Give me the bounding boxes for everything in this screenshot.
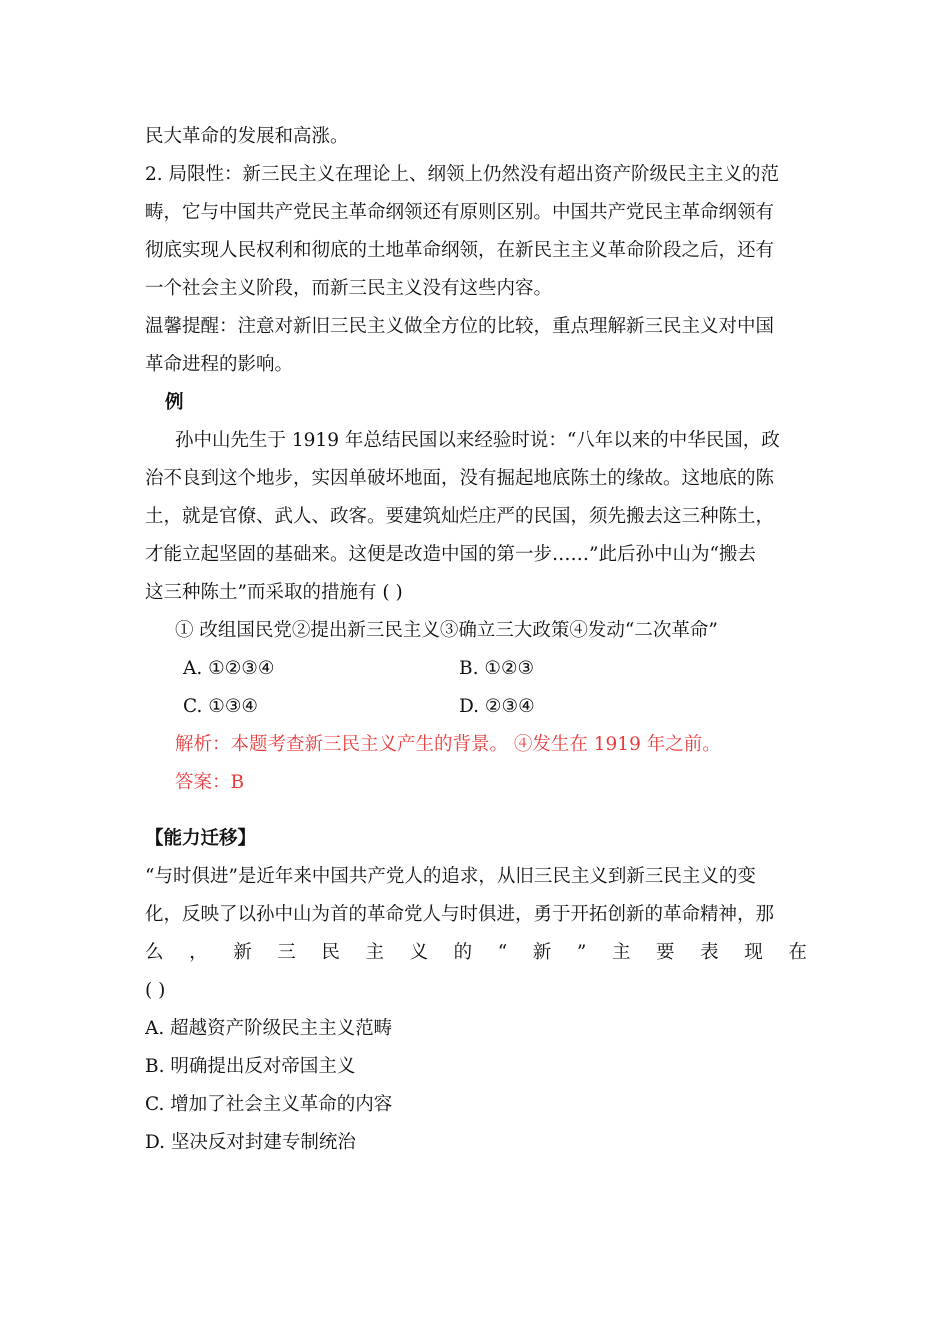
- limitation-line: 2. 局限性：新三民主义在理论上、纲领上仍然没有超出资产阶级民主主义的范: [145, 164, 780, 185]
- example-question-line: 这三种陈土”而采取的措施有 ( ): [145, 582, 403, 603]
- option-d: D. ②③④: [459, 696, 535, 717]
- example-question-line: 才能立起坚固的基础来。这便是改造中国的第一步……”此后孙中山为“搬去: [145, 544, 756, 565]
- limitation-line: 畴，它与中国共产党民主革命纲领还有原则区别。中国共产党民主革命纲领有: [145, 202, 775, 223]
- transfer-heading: 【能力迁移】: [145, 828, 257, 849]
- spread-char: 在: [788, 942, 807, 963]
- example-items: ① 改组国民党②提出新三民主义③确立三大政策④发动“二次革命”: [175, 620, 718, 641]
- transfer-option-b: B. 明确提出反对帝国主义: [145, 1056, 356, 1077]
- example-options-row: [145, 650, 807, 688]
- transfer-question-line: “与时俱进”是近年来中国共产党人的追求，从旧三民主义到新三民主义的变: [145, 866, 756, 887]
- transfer-option-a: A. 超越资产阶级民主主义范畴: [145, 1018, 393, 1039]
- spread-char: 新: [233, 942, 252, 963]
- example-question-line: 治不良到这个地步，实因单破坏地面，没有掘起地底陈土的缘故。这地底的陈: [145, 468, 775, 489]
- spread-char: 现: [744, 942, 763, 963]
- limitation-line: 一个社会主义阶段，而新三民主义没有这些内容。: [145, 278, 553, 299]
- example-options-row: [145, 688, 807, 726]
- example-question-line: 孙中山先生于 1919 年总结民国以来经验时说：“八年以来的中华民国，政: [175, 430, 780, 451]
- transfer-option-d: D. 坚决反对封建专制统治: [145, 1132, 356, 1153]
- text-line: 民大革命的发展和高涨。: [145, 126, 349, 147]
- analysis-text: 解析：本题考查新三民主义产生的背景。 ④发生在 1919 年之前。: [175, 734, 721, 755]
- spread-char: 义: [409, 942, 429, 963]
- spread-char: 新: [532, 942, 552, 963]
- transfer-answer-bracket: ( ): [145, 980, 166, 1001]
- document-page: [145, 118, 807, 1162]
- option-a: A. ①②③④: [183, 658, 275, 679]
- spread-char: 的: [453, 942, 473, 963]
- transfer-option-c: C. 增加了社会主义革命的内容: [145, 1094, 393, 1115]
- tip-line: 革命进程的影响。: [145, 354, 294, 375]
- spread-char: 么: [145, 942, 164, 963]
- spread-char: ”: [576, 942, 587, 963]
- tip-line: 温馨提醒：注意对新旧三民主义做全方位的比较，重点理解新三民主义对中国: [145, 316, 775, 337]
- spread-char: 主: [365, 942, 384, 963]
- example-heading: 例: [165, 392, 184, 413]
- spread-char: ，: [189, 942, 208, 963]
- spread-char: “: [497, 942, 508, 963]
- spread-char: 三: [277, 942, 296, 963]
- option-c: C. ①③④: [183, 696, 259, 717]
- spread-char: 表: [700, 942, 719, 963]
- spread-char: 主: [611, 942, 631, 963]
- example-question-line: 土，就是官僚、武人、政客。要建筑灿烂庄严的民国，须先搬去这三种陈土，: [145, 506, 775, 527]
- option-b: B. ①②③: [459, 658, 535, 679]
- spread-char: 要: [656, 942, 675, 963]
- spread-char: 民: [321, 942, 340, 963]
- transfer-question-line: 化，反映了以孙中山为首的革命党人与时俱进，勇于开拓创新的革命精神，那: [145, 904, 775, 925]
- transfer-question-spread-line: [145, 934, 807, 972]
- answer-text: 答案：B: [175, 772, 245, 793]
- limitation-line: 彻底实现人民权利和彻底的土地革命纲领，在新民主主义革命阶段之后，还有: [145, 240, 775, 261]
